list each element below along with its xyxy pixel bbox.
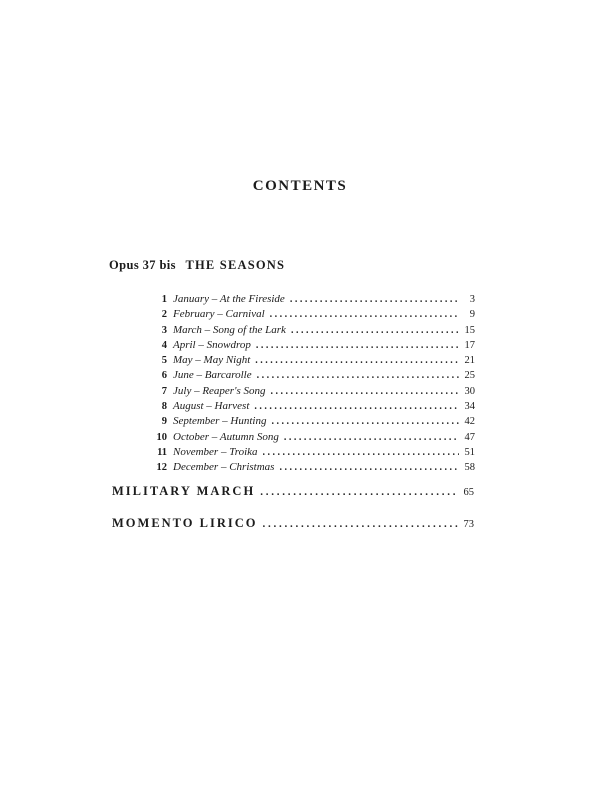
entry-number: 1	[161, 294, 167, 305]
entry-number: 7	[161, 385, 167, 397]
entry-page: 25	[464, 370, 475, 382]
entry-number: 5	[161, 355, 167, 367]
entry-number: 4	[161, 339, 167, 351]
entry-page: 30	[464, 385, 475, 397]
entry-title: February – Carnival	[173, 308, 265, 321]
entry-page: 3	[469, 294, 475, 305]
entry-page: 34	[464, 401, 475, 413]
entry-title: April – Snowdrop	[173, 338, 251, 351]
entry-title: June – Barcarolle	[173, 369, 252, 382]
entry-page: 21	[464, 355, 475, 367]
toc-entry[interactable]	[145, 324, 475, 339]
leader-dots	[260, 486, 458, 498]
entry-title: MILITARY MARCH	[112, 484, 256, 498]
opus-heading	[109, 258, 285, 273]
leader-dots	[257, 370, 459, 381]
entry-page: 58	[464, 462, 475, 474]
toc-entry[interactable]	[145, 308, 475, 323]
entry-page: 47	[464, 431, 475, 443]
entry-number: 10	[156, 431, 167, 443]
toc-entry[interactable]	[145, 415, 475, 430]
entry-title: January – At the Fireside	[173, 293, 285, 305]
entry-title: MOMENTO LIRICO	[112, 516, 258, 530]
leader-dots	[263, 447, 459, 458]
toc-entry[interactable]	[145, 385, 475, 400]
leader-dots	[270, 309, 459, 320]
toc-entry[interactable]	[145, 354, 475, 369]
entry-title: October – Autumn Song	[173, 430, 279, 443]
seasons-list	[145, 293, 475, 477]
toc-entry[interactable]	[145, 446, 475, 461]
entry-page: 51	[464, 446, 475, 458]
leader-dots	[271, 416, 459, 427]
entry-title: December – Christmas	[173, 461, 275, 474]
toc-entry[interactable]	[145, 293, 475, 308]
entry-title: November – Troika	[173, 445, 258, 458]
leader-dots	[256, 340, 459, 351]
opus-number: Opus 37 bis	[109, 258, 176, 272]
toc-entry[interactable]	[145, 369, 475, 384]
entry-page: 9	[469, 309, 475, 321]
page-title: CONTENTS	[252, 178, 348, 194]
entry-title: March – Song of the Lark	[173, 323, 286, 336]
entry-number: 9	[161, 416, 167, 428]
entry-page: 73	[463, 519, 474, 530]
toc-entry[interactable]	[145, 339, 475, 354]
entry-page: 65	[463, 487, 474, 498]
entry-number: 11	[157, 446, 167, 458]
entry-title: May – May Night	[173, 354, 251, 367]
leader-dots	[291, 325, 459, 336]
entry-page: 42	[464, 416, 475, 428]
leader-dots	[255, 355, 459, 366]
leader-dots	[284, 432, 459, 443]
toc-entry[interactable]	[145, 461, 475, 476]
toc-entry-momento-lirico[interactable]	[112, 516, 474, 531]
entry-page: 15	[464, 324, 475, 336]
toc-entry[interactable]	[145, 431, 475, 446]
leader-dots	[263, 518, 459, 530]
opus-title: THE SEASONS	[185, 258, 286, 272]
entry-title: July – Reaper's Song	[173, 384, 266, 397]
toc-entry[interactable]	[145, 400, 475, 415]
leader-dots	[254, 401, 459, 412]
entry-number: 3	[161, 324, 167, 336]
entry-page: 17	[464, 339, 475, 351]
entry-number: 8	[161, 401, 167, 413]
entry-number: 6	[161, 370, 167, 382]
entry-title: September – Hunting	[173, 415, 267, 428]
toc-entry-military-march[interactable]	[112, 484, 474, 499]
entry-number: 12	[156, 462, 167, 474]
entry-title: August – Harvest	[173, 400, 250, 413]
leader-dots	[270, 386, 459, 397]
leader-dots	[290, 294, 459, 305]
leader-dots	[279, 462, 459, 473]
entry-number: 2	[161, 309, 167, 321]
